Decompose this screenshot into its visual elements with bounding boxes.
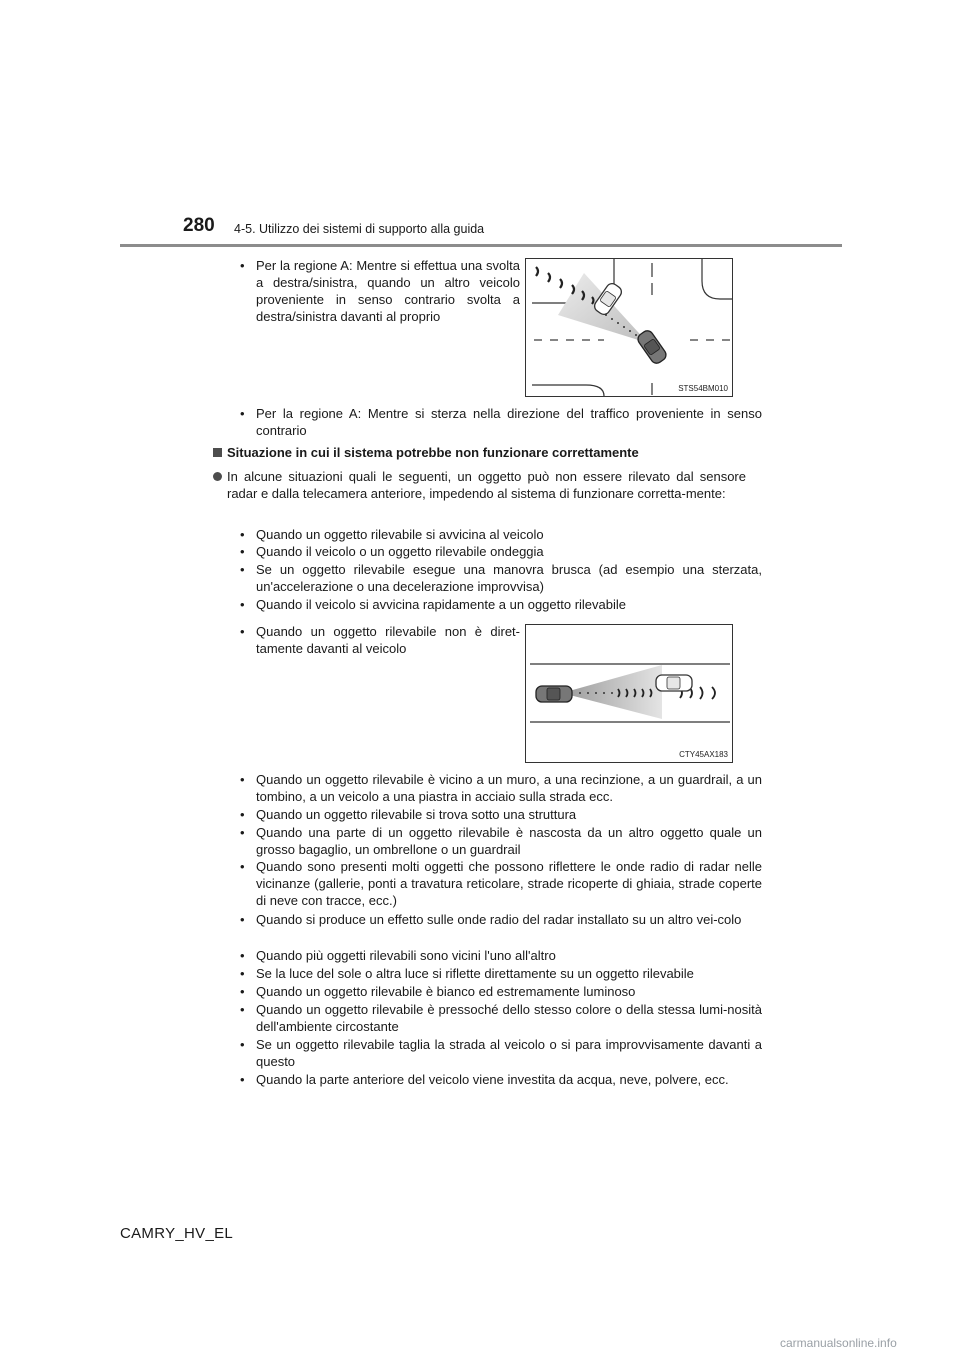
list-item: • Quando un oggetto rilevabile si avvicina al veicolo: [240, 526, 762, 543]
watermark: carmanualsonline.info: [780, 1336, 897, 1350]
list-item: • Quando un oggetto rilevabile è bianco ed estremamente luminoso: [240, 983, 762, 1000]
list-item: • Quando un oggetto rilevabile è vicino a un muro, a una recinzione, a un guardrail, a un tombino, a un veicolo a una piastra in acciaio sulla strada ecc.: [240, 771, 762, 805]
figure-code: STS54BM010: [678, 384, 728, 393]
list-item: • Quando sono presenti molti oggetti che possono riflettere le onde radio di radar nelle vicinanze (gallerie, ponti a travatura reticolare, strade ricoperte di ghiaia, strade coperte di neve con tracce, ecc.): [240, 858, 762, 909]
list-item: • Quando una parte di un oggetto rilevabile è nascosta da un altro oggetto quale un grosso bagaglio, un ombrellone o un guardrail: [240, 824, 762, 858]
list-item: • Quando un oggetto rilevabile si trova sotto una struttura: [240, 806, 762, 823]
subheading: Situazione in cui il sistema potrebbe non funzionare correttamente: [227, 445, 639, 460]
intro-bullet: • Per la regione A: Mentre si effettua una svolta a destra/sinistra, quando un altro veicolo proveniente in senso contrario svolta a destra/sinistra davanti al proprio: [240, 257, 520, 325]
intersection-illustration: [526, 259, 732, 396]
list-item: • Quando più oggetti rilevabili sono vicini l'uno all'altro: [240, 947, 762, 964]
list-item: • Quando la parte anteriore del veicolo viene investita da acqua, neve, polvere, ecc.: [240, 1071, 762, 1088]
page-number: 280: [183, 215, 215, 236]
list-item: • Quando il veicolo o un oggetto rilevabile ondeggia: [240, 543, 762, 560]
section-title: 4-5. Utilizzo dei sistemi di supporto alla guida: [234, 222, 485, 236]
intro-bullet: • Per la regione A: Mentre si sterza nella direzione del traffico proveniente in senso contrario: [240, 405, 762, 439]
paragraph-dot-icon: [213, 472, 222, 481]
list-item: • Se un oggetto rilevabile taglia la strada al veicolo o si para improvvisamente davanti a questo: [240, 1036, 762, 1070]
figure-offset-vehicle: [525, 624, 733, 763]
figure-intersection-turn: [525, 258, 733, 397]
paragraph: In alcune situazioni quali le seguenti, un oggetto può non essere rilevato dal sensore radar e dalla telecamera anteriore, impedendo al sistema di funzionare corretta-mente:: [227, 469, 746, 501]
footer-model: CAMRY_HV_EL: [120, 1225, 234, 1242]
list-item: • Quando il veicolo si avvicina rapidamente a un oggetto rilevabile: [240, 596, 762, 613]
figure-code: CTY45AX183: [679, 750, 728, 759]
subheading-square-icon: [213, 448, 222, 457]
header-rule: [120, 244, 842, 247]
list-item: • Se un oggetto rilevabile esegue una manovra brusca (ad esempio una sterzata, un'accelerazione o una decelerazione improvvisa): [240, 561, 762, 595]
offset-vehicle-illustration: [526, 625, 732, 762]
list-item: • Quando un oggetto rilevabile è pressoché dello stesso colore o della stessa lumi-nosità dell'ambiente circostante: [240, 1001, 762, 1035]
list-item: • Se la luce del sole o altra luce si riflette direttamente su un oggetto rilevabile: [240, 965, 762, 982]
list-item: • Quando si produce un effetto sulle onde radio del radar installato su un altro vei-colo: [240, 911, 762, 928]
list-item: • Quando un oggetto rilevabile non è diret-tamente davanti al veicolo: [240, 623, 520, 657]
